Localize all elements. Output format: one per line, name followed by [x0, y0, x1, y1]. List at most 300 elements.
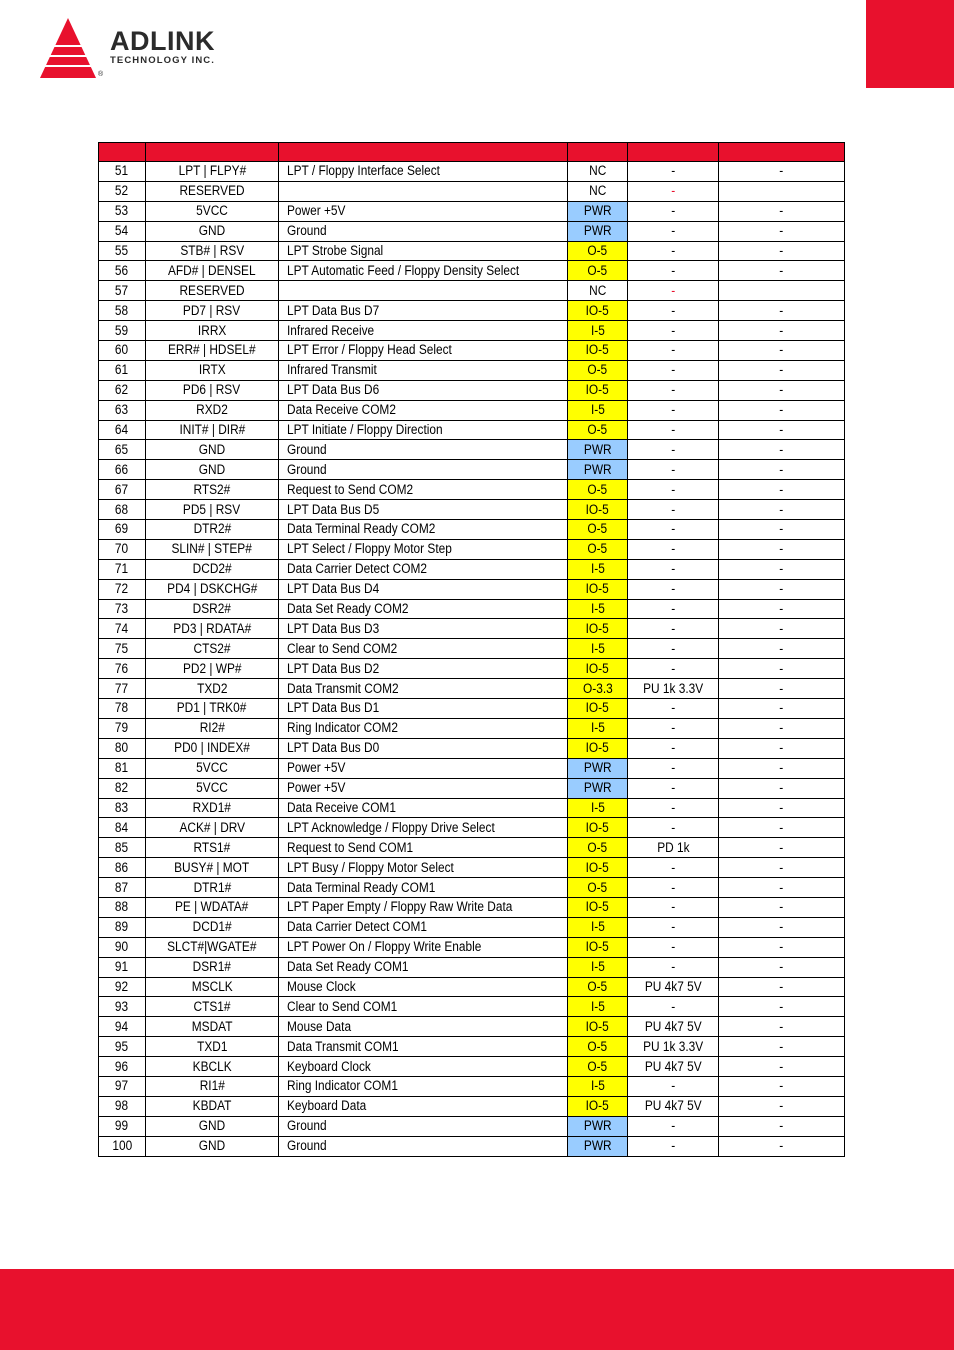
io-type-cell [568, 957, 628, 977]
signal-cell-text: PD1 | TRK0# [177, 700, 247, 716]
io-type-cell-text: O-5 [587, 243, 608, 258]
description-cell-text: Ring Indicator COM2 [287, 720, 398, 736]
io-type-cell-text: I-5 [590, 322, 605, 338]
table-row [99, 1017, 845, 1037]
signal-cell-text: PD0 | INDEX# [174, 740, 250, 756]
pull-cell [628, 1136, 719, 1156]
description-cell-text: LPT Paper Empty / Floppy Raw Write Data [287, 899, 513, 915]
io-type-cell [568, 201, 628, 221]
pin-table-body [99, 143, 845, 1157]
description-cell-text: Data Terminal Ready COM2 [287, 521, 436, 537]
io-type-cell-text: O-5 [587, 541, 608, 557]
description-cell [279, 261, 568, 281]
signal-cell-text: GND [198, 461, 226, 477]
pin-cell-text: 57 [115, 282, 129, 298]
pull-cell [628, 579, 719, 599]
note-cell-text: - [779, 640, 784, 656]
pin-cell [99, 858, 146, 878]
pull-cell-text: - [671, 939, 675, 955]
pull-cell [628, 301, 719, 321]
pin-cell [99, 738, 146, 758]
io-type-cell-text: I-5 [590, 998, 605, 1014]
io-type-cell [568, 997, 628, 1017]
io-type-cell [568, 778, 628, 798]
pull-cell-text: - [671, 402, 675, 418]
signal-cell-text: 5VCC [196, 780, 228, 796]
description-cell [279, 440, 568, 460]
table-row [99, 1116, 845, 1136]
table-header-row [99, 143, 845, 162]
table-row [99, 420, 845, 440]
table-row [99, 957, 845, 977]
table-row [99, 659, 845, 679]
io-type-cell [568, 420, 628, 440]
note-cell [719, 738, 845, 758]
signal-cell-text: GND [198, 223, 226, 239]
table-row [99, 460, 845, 480]
pull-cell [628, 818, 719, 838]
note-cell [719, 162, 845, 182]
pull-cell [628, 699, 719, 719]
note-cell-text: - [779, 223, 784, 239]
table-row [99, 500, 845, 520]
note-cell-text: - [779, 919, 784, 935]
table-row [99, 977, 845, 997]
pin-cell [99, 679, 146, 699]
pin-cell-text: 66 [115, 461, 129, 477]
pin-cell-text: 79 [115, 720, 129, 736]
pull-cell-text: - [671, 760, 675, 776]
pull-cell-text: - [671, 819, 675, 835]
pull-cell-text: - [671, 899, 675, 915]
pull-cell-text: PU 4k7 5V [644, 978, 702, 994]
pull-cell-text: - [671, 959, 675, 975]
io-type-cell-text: PWR [583, 780, 612, 796]
description-cell-text: LPT Power On / Floppy Write Enable [287, 939, 482, 955]
signal-cell-text: KBCLK [192, 1058, 232, 1074]
signal-cell-text: DSR1# [192, 959, 232, 975]
io-type-cell-text: O-5 [587, 262, 608, 278]
note-cell-text: - [779, 342, 784, 358]
pin-cell [99, 559, 146, 579]
pull-cell [628, 1096, 719, 1116]
table-row [99, 718, 845, 738]
pull-cell-text: - [671, 481, 675, 497]
note-cell [719, 718, 845, 738]
note-cell-text: - [779, 1058, 784, 1074]
io-type-cell-text: I-5 [590, 919, 605, 935]
io-type-cell [568, 758, 628, 778]
pin-cell-text: 62 [115, 382, 129, 398]
io-type-cell [568, 241, 628, 261]
pin-cell-text: 81 [115, 760, 129, 776]
pin-cell [99, 957, 146, 977]
signal-cell-text: CTS2# [193, 640, 231, 656]
note-cell [719, 937, 845, 957]
pull-cell-text: - [671, 243, 675, 258]
pull-cell [628, 758, 719, 778]
pull-cell [628, 738, 719, 758]
signal-cell-text: RXD2 [196, 402, 228, 418]
pin-cell [99, 838, 146, 858]
io-type-cell [568, 937, 628, 957]
io-type-cell [568, 579, 628, 599]
signal-cell [146, 341, 279, 361]
description-cell-text: Power +5V [287, 203, 346, 219]
note-cell [719, 181, 845, 201]
note-cell-text: - [779, 620, 784, 636]
io-type-cell [568, 162, 628, 182]
table-row [99, 241, 845, 261]
io-type-cell-text: NC [588, 163, 607, 179]
pin-cell-text: 68 [115, 501, 129, 517]
note-cell [719, 579, 845, 599]
note-cell [719, 201, 845, 221]
note-cell-text: - [779, 879, 784, 895]
signal-cell-text: PD2 | WP# [182, 660, 242, 676]
signal-cell-text: DCD1# [192, 919, 232, 935]
note-cell [719, 460, 845, 480]
brand-tagline: TECHNOLOGY INC. [110, 55, 215, 66]
io-type-cell-text: PWR [583, 441, 612, 457]
table-row [99, 738, 845, 758]
footer-bar [0, 1269, 954, 1350]
header-cell-pull [628, 143, 719, 162]
description-cell [279, 599, 568, 619]
description-cell [279, 1017, 568, 1037]
note-cell [719, 500, 845, 520]
pull-cell-text: - [671, 740, 675, 756]
signal-cell [146, 878, 279, 898]
pin-cell-text: 58 [115, 302, 129, 318]
signal-cell [146, 360, 279, 380]
signal-cell-text: RTS2# [193, 481, 231, 497]
description-cell-text: LPT Initiate / Floppy Direction [287, 422, 443, 438]
signal-cell-text: TXD2 [196, 680, 228, 696]
signal-cell-text: RTS1# [193, 839, 231, 855]
io-type-cell-text: O-5 [587, 1038, 608, 1054]
io-type-cell [568, 1116, 628, 1136]
io-type-cell [568, 281, 628, 301]
pin-cell [99, 619, 146, 639]
description-cell-text: Mouse Data [287, 1018, 352, 1034]
pull-cell [628, 480, 719, 500]
table-row [99, 639, 845, 659]
io-type-cell [568, 858, 628, 878]
pin-cell [99, 400, 146, 420]
table-row [99, 162, 845, 182]
pull-cell [628, 1017, 719, 1037]
pin-cell [99, 699, 146, 719]
pin-cell-text: 92 [115, 978, 129, 994]
signal-cell-text: PD4 | DSKCHG# [166, 581, 258, 597]
signal-cell-text: MSDAT [191, 1018, 233, 1034]
table-row [99, 520, 845, 540]
pull-cell-text: - [671, 302, 675, 318]
pull-cell-text: - [671, 282, 675, 298]
table-row [99, 1076, 845, 1096]
pull-cell [628, 440, 719, 460]
pull-cell [628, 937, 719, 957]
pin-cell-text: 80 [115, 740, 129, 756]
description-cell-text: Data Carrier Detect COM1 [287, 919, 427, 935]
signal-cell-text: ACK# | DRV [179, 819, 245, 835]
pin-cell [99, 261, 146, 281]
pull-cell [628, 460, 719, 480]
description-cell-text: LPT Data Bus D6 [287, 382, 380, 398]
signal-cell [146, 818, 279, 838]
note-cell [719, 1096, 845, 1116]
brand-name: ADLINK [110, 26, 215, 56]
description-cell [279, 201, 568, 221]
signal-cell-text: RI1# [199, 1078, 225, 1094]
note-cell [719, 301, 845, 321]
pin-cell [99, 758, 146, 778]
description-cell [279, 1076, 568, 1096]
io-type-cell [568, 1096, 628, 1116]
description-cell-text: Data Carrier Detect COM2 [287, 561, 427, 577]
pull-cell-text: - [671, 601, 675, 617]
pin-cell-text: 88 [115, 899, 129, 915]
pin-cell [99, 460, 146, 480]
pull-cell-text: - [671, 1078, 675, 1094]
io-type-cell-text: O-5 [587, 839, 608, 855]
io-type-cell [568, 181, 628, 201]
io-type-cell-text: IO-5 [585, 740, 610, 756]
pin-cell-text: 69 [115, 521, 129, 537]
pull-cell [628, 897, 719, 917]
pin-cell-text: 64 [115, 422, 129, 438]
pull-cell [628, 1116, 719, 1136]
table-row [99, 360, 845, 380]
pin-cell-text: 53 [115, 203, 129, 219]
description-cell [279, 539, 568, 559]
description-cell-text: Clear to Send COM1 [287, 998, 398, 1014]
pin-cell-text: 90 [115, 939, 129, 955]
table-row [99, 321, 845, 341]
note-cell-text: - [779, 481, 784, 497]
signal-cell [146, 659, 279, 679]
pull-cell [628, 380, 719, 400]
io-type-cell-text: O-5 [587, 879, 608, 895]
description-cell-text: Power +5V [287, 760, 346, 776]
pin-cell-text: 87 [115, 879, 129, 895]
description-cell-text: LPT Data Bus D2 [287, 660, 380, 676]
pin-cell-text: 52 [115, 183, 129, 199]
description-cell-text: Ring Indicator COM1 [287, 1078, 398, 1094]
note-cell [719, 520, 845, 540]
pull-cell-text: - [671, 322, 675, 338]
note-cell-text: - [779, 1098, 784, 1114]
note-cell-text: - [779, 541, 784, 557]
table-row [99, 818, 845, 838]
description-cell-text: Data Set Ready COM1 [287, 959, 409, 975]
table-row [99, 699, 845, 719]
pin-cell [99, 1017, 146, 1037]
note-cell-text: - [779, 959, 784, 975]
description-cell [279, 858, 568, 878]
table-row [99, 599, 845, 619]
pull-cell-text: PU 4k7 5V [644, 1018, 702, 1034]
pin-cell [99, 1116, 146, 1136]
pin-cell-text: 96 [115, 1058, 129, 1074]
pull-cell-text: - [671, 919, 675, 935]
pin-cell-text: 77 [115, 680, 129, 696]
pull-cell [628, 917, 719, 937]
pull-cell [628, 1037, 719, 1057]
note-cell-text: - [779, 680, 784, 696]
pin-cell [99, 1096, 146, 1116]
pull-cell-text: - [671, 183, 675, 199]
pin-assignment-table [98, 142, 845, 1157]
note-cell [719, 380, 845, 400]
signal-cell-text: PD6 | RSV [183, 382, 241, 398]
pull-cell [628, 957, 719, 977]
note-cell [719, 758, 845, 778]
signal-cell-text: DTR1# [193, 879, 231, 895]
description-cell-text: Request to Send COM1 [287, 839, 414, 855]
signal-cell-text: 5VCC [196, 203, 228, 219]
signal-cell-text: DSR2# [192, 601, 232, 617]
note-cell-text: - [779, 1018, 784, 1034]
pull-cell-text: - [671, 541, 675, 557]
io-type-cell-text: I-5 [590, 720, 605, 736]
description-cell [279, 718, 568, 738]
note-cell-text: - [779, 799, 784, 815]
table-row [99, 1096, 845, 1116]
pull-cell [628, 520, 719, 540]
note-cell [719, 639, 845, 659]
description-cell [279, 321, 568, 341]
description-cell [279, 818, 568, 838]
signal-cell [146, 460, 279, 480]
io-type-cell [568, 559, 628, 579]
signal-cell [146, 162, 279, 182]
signal-cell-text: PE | WDATA# [175, 899, 249, 915]
io-type-cell-text: IO-5 [585, 342, 610, 358]
description-cell [279, 798, 568, 818]
pull-cell-text: - [671, 223, 675, 239]
pin-cell [99, 341, 146, 361]
signal-cell [146, 1037, 279, 1057]
pin-cell [99, 977, 146, 997]
table-row [99, 997, 845, 1017]
note-cell [719, 400, 845, 420]
description-cell [279, 619, 568, 639]
note-cell [719, 838, 845, 858]
io-type-cell-text: IO-5 [585, 620, 610, 636]
pin-cell [99, 778, 146, 798]
pin-cell-text: 60 [115, 342, 129, 358]
pull-cell [628, 838, 719, 858]
pin-cell [99, 878, 146, 898]
pull-cell-text: - [671, 163, 675, 179]
note-cell [719, 539, 845, 559]
pull-cell-text: PU 1k 3.3V [642, 1038, 704, 1054]
table-row [99, 400, 845, 420]
note-cell-text: - [779, 998, 784, 1014]
table-row [99, 440, 845, 460]
signal-cell [146, 1136, 279, 1156]
io-type-cell-text: I-5 [590, 1078, 605, 1094]
note-cell-text: - [779, 939, 784, 955]
pull-cell [628, 778, 719, 798]
signal-cell [146, 380, 279, 400]
pull-cell-text: - [671, 1118, 675, 1134]
pull-cell-text: - [671, 620, 675, 636]
pin-cell [99, 917, 146, 937]
pin-cell [99, 997, 146, 1017]
note-cell-text: - [779, 819, 784, 835]
pull-cell-text: - [671, 660, 675, 676]
description-cell-text: LPT Data Bus D1 [287, 700, 380, 716]
description-cell [279, 977, 568, 997]
pull-cell [628, 241, 719, 261]
description-cell-text: Data Receive COM1 [287, 799, 396, 815]
table-row [99, 380, 845, 400]
io-type-cell-text: O-5 [587, 978, 608, 994]
signal-cell [146, 221, 279, 241]
description-cell [279, 400, 568, 420]
signal-cell [146, 301, 279, 321]
page-corner-tab [866, 0, 954, 88]
table-row [99, 917, 845, 937]
signal-cell-text: PD3 | RDATA# [173, 620, 251, 636]
pull-cell-text: - [671, 998, 675, 1014]
pin-cell [99, 1136, 146, 1156]
description-cell-text: Keyboard Data [287, 1098, 367, 1114]
table-row [99, 1057, 845, 1077]
description-cell-text: Ground [287, 461, 327, 477]
description-cell-text: LPT Data Bus D3 [287, 620, 380, 636]
description-cell-text: Data Transmit COM2 [287, 680, 399, 696]
pin-cell-text: 65 [115, 441, 129, 457]
note-cell-text: - [779, 859, 784, 875]
description-cell [279, 181, 568, 201]
io-type-cell [568, 977, 628, 997]
note-cell [719, 957, 845, 977]
table-row [99, 897, 845, 917]
header-cell-description [279, 143, 568, 162]
pin-cell-text: 97 [115, 1078, 129, 1094]
note-cell [719, 798, 845, 818]
signal-cell-text: TXD1 [196, 1038, 228, 1054]
table-row [99, 878, 845, 898]
pull-cell-text: - [671, 461, 675, 477]
io-type-cell-text: PWR [583, 1138, 612, 1154]
note-cell [719, 440, 845, 460]
pull-cell [628, 977, 719, 997]
signal-cell [146, 1017, 279, 1037]
table-row [99, 341, 845, 361]
pin-cell-text: 56 [115, 262, 129, 278]
description-cell [279, 380, 568, 400]
note-cell [719, 599, 845, 619]
signal-cell-text: CTS1# [193, 998, 231, 1014]
note-cell-text: - [779, 1078, 784, 1094]
description-cell-text: LPT Strobe Signal [287, 243, 384, 258]
pin-cell [99, 539, 146, 559]
description-cell [279, 241, 568, 261]
header-cell-signal [146, 143, 279, 162]
signal-cell-text: GND [198, 1118, 226, 1134]
pin-cell [99, 380, 146, 400]
table-row [99, 301, 845, 321]
note-cell-text: - [779, 700, 784, 716]
note-cell [719, 878, 845, 898]
table-row [99, 201, 845, 221]
table-row [99, 559, 845, 579]
